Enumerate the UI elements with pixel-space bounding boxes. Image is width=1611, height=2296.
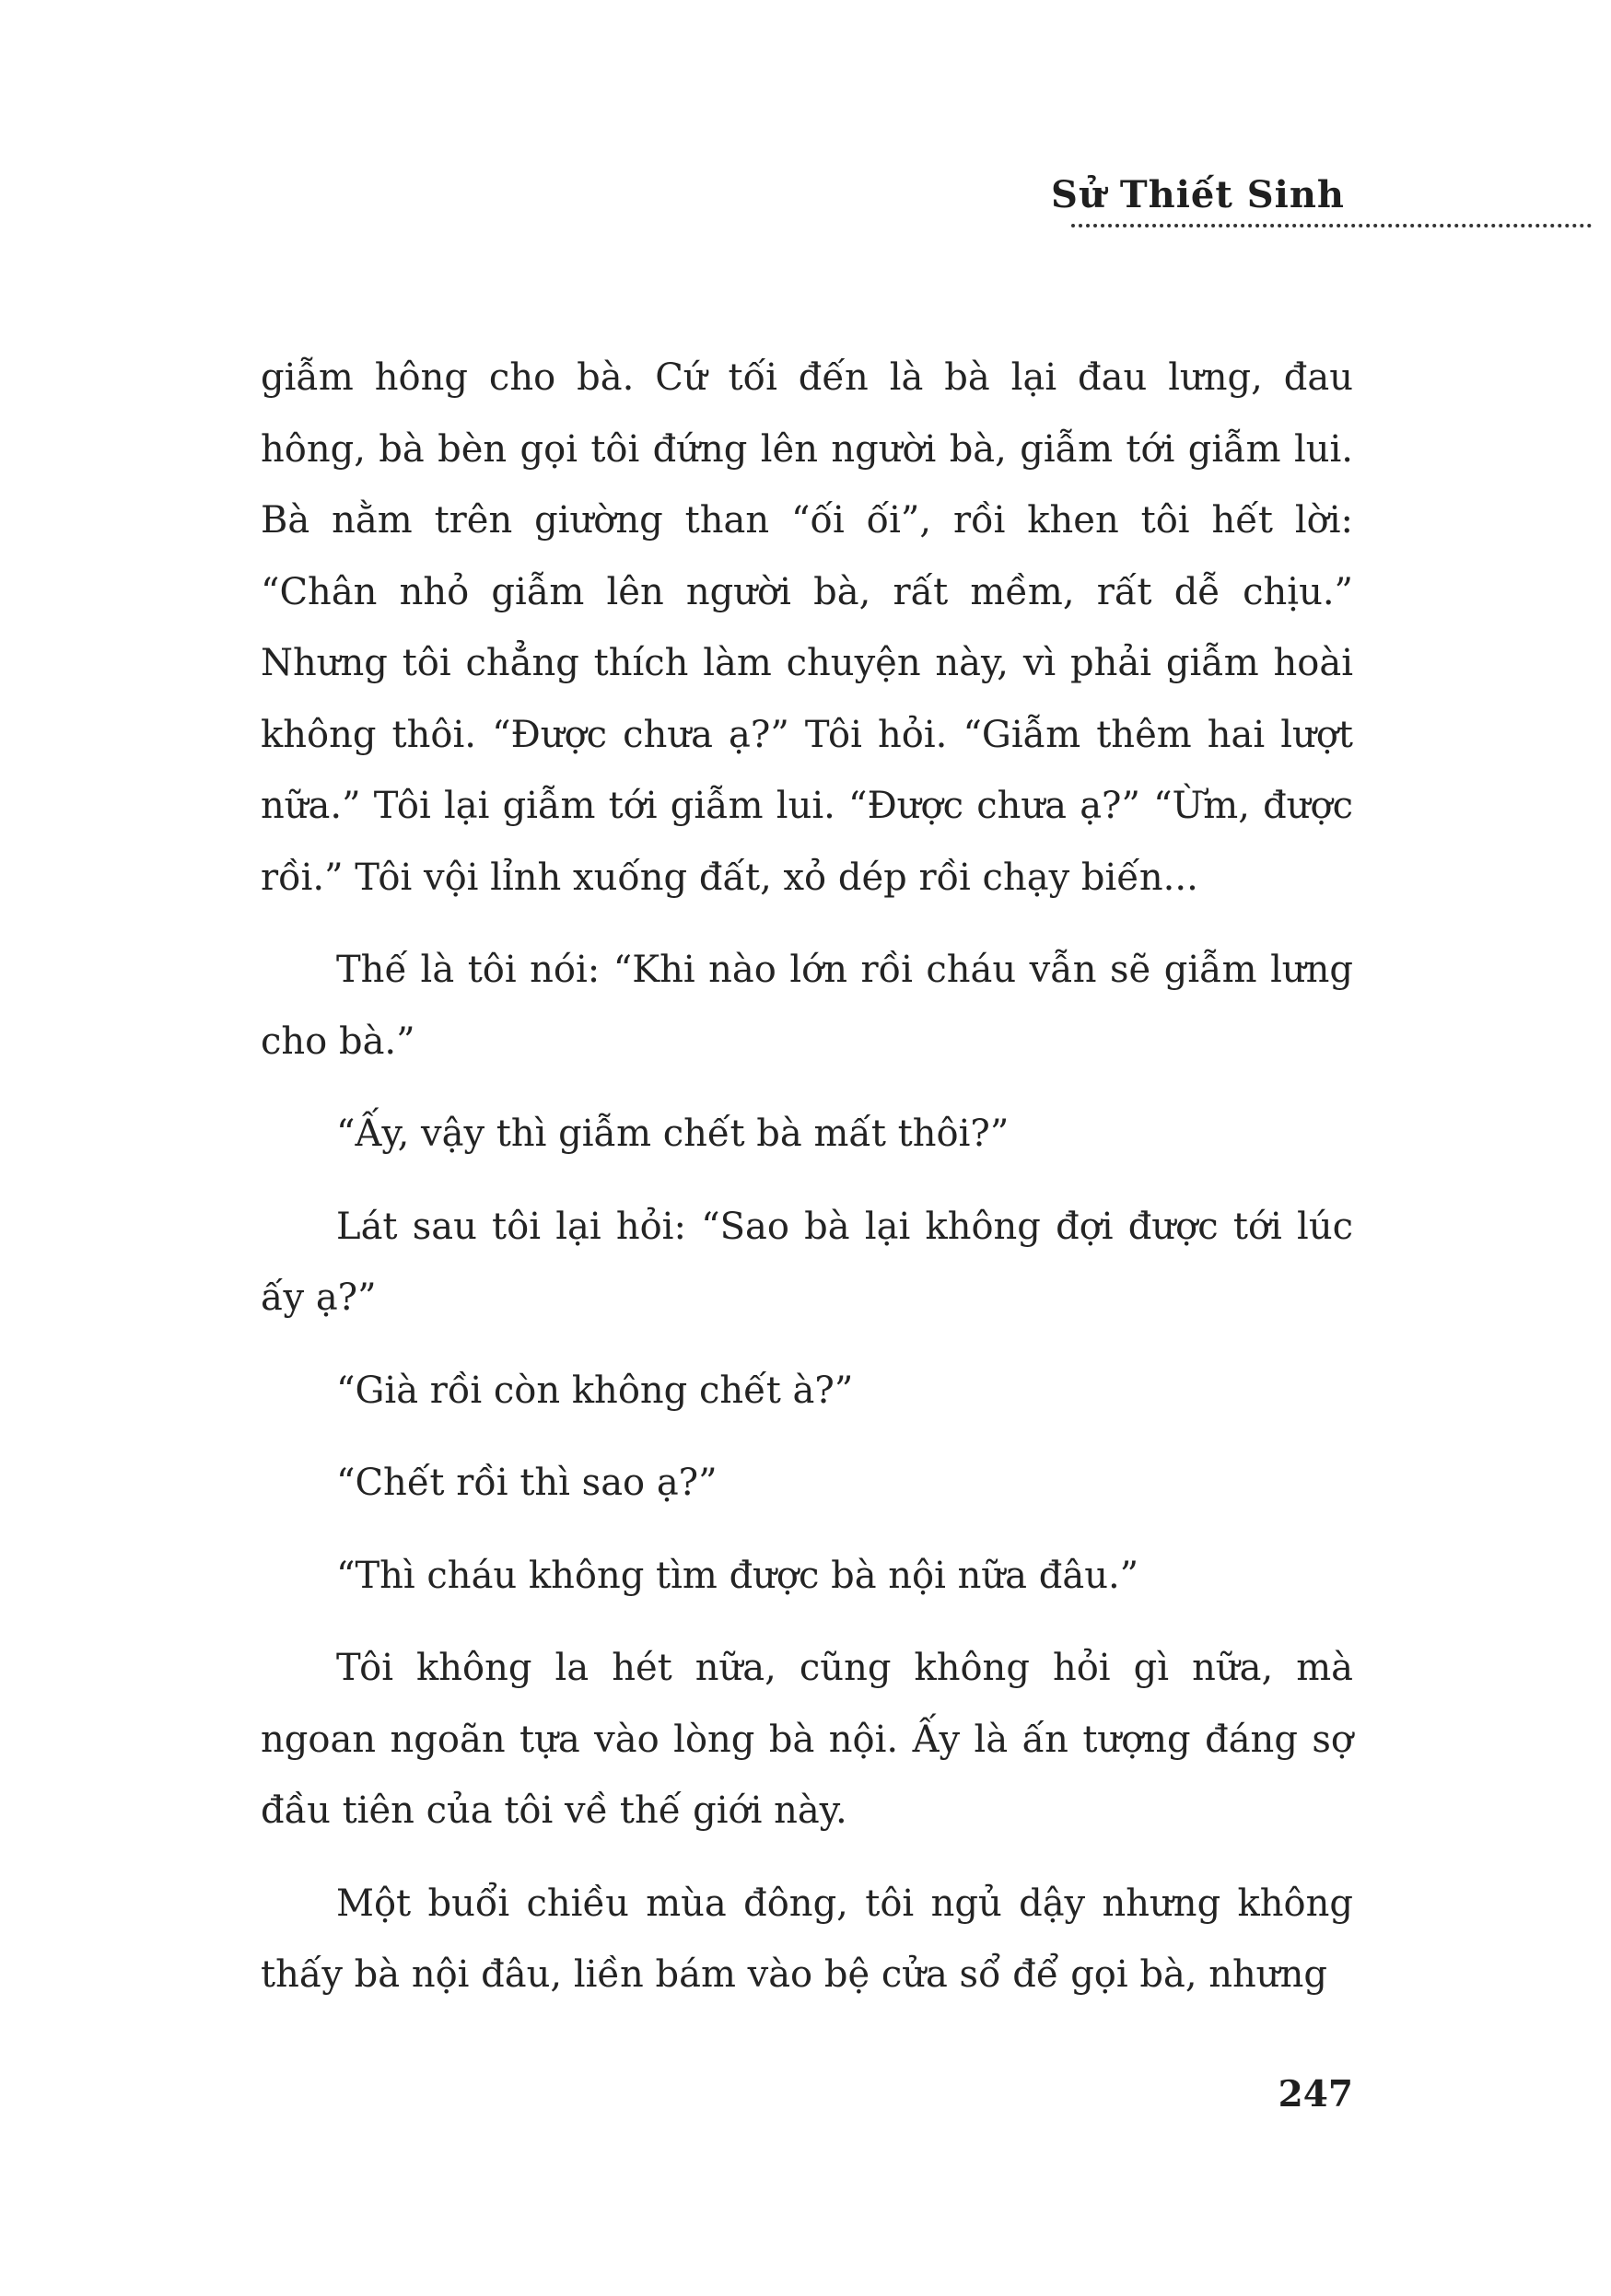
paragraph: giẫm hông cho bà. Cứ tối đến là bà lại đau lưng, đau hông, bà bèn gọi tôi đứng lên người bà, giẫm tới giẫm lui. Bà nằm trên giường than “ối ối”, rồi khen tôi hết lời: “Chân nhỏ giẫm lên người bà, rất mềm, rất dễ chịu.” Nhưng tôi chẳng thích làm chuyện này, vì phải giẫm hoài không thôi. “Được chưa ạ?” Tôi hỏi. “Giẫm thêm hai lượt nữa.” Tôi lại giẫm tới giẫm lui. “Được chưa ạ?” “Ừm, được rồi.” Tôi vội lỉnh xuống đất, xỏ dép rồi chạy biến...	[261, 356, 1353, 899]
paragraph: Thế là tôi nói: “Khi nào lớn rồi cháu vẫn sẽ giẫm lưng cho bà.”	[261, 949, 1353, 1063]
paragraph: Lát sau tôi lại hỏi: “Sao bà lại không đợi được tới lúc ấy ạ?”	[261, 1205, 1353, 1319]
paragraph: “Già rồi còn không chết à?”	[336, 1369, 854, 1412]
running-header-author: Sử Thiết Sinh	[1050, 173, 1345, 216]
paragraph: Một buổi chiều mùa đông, tôi ngủ dậy nhưng không thấy bà nội đâu, liền bám vào bệ cửa sổ để gọi bà, nhưng	[261, 1882, 1353, 1996]
paragraph: “Chết rồi thì sao ạ?”	[336, 1462, 718, 1504]
page-number: 247	[1278, 2073, 1353, 2115]
header-dotted-rule	[1071, 224, 1592, 227]
paragraph: “Thì cháu không tìm được bà nội nữa đâu.”	[336, 1554, 1139, 1597]
paragraph: “Ấy, vậy thì giẫm chết bà mất thôi?”	[336, 1113, 1010, 1155]
body-text	[261, 343, 1353, 2011]
paragraph: Tôi không la hét nữa, cũng không hỏi gì nữa, mà ngoan ngoãn tựa vào lòng bà nội. Ấy là ấn tượng đáng sợ đầu tiên của tôi về thế giới này.	[261, 1647, 1353, 1832]
